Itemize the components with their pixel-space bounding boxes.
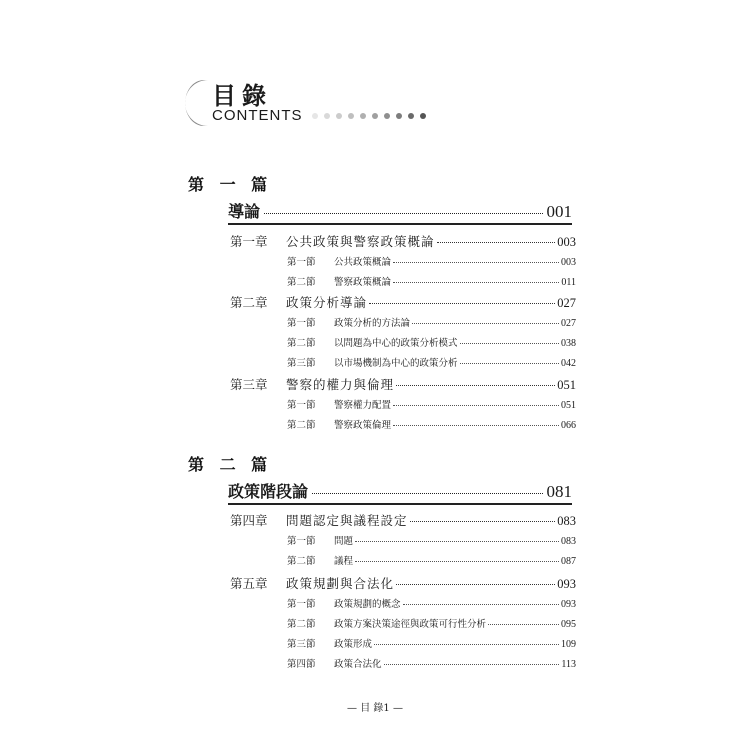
- chapter-entry-page: 003: [557, 235, 576, 249]
- section-entry-title: 警察權力配置: [334, 400, 392, 411]
- section-entry-page: 109: [561, 639, 576, 650]
- dot-leader: [312, 493, 542, 494]
- section-entry-number: 第二節: [287, 619, 316, 630]
- chapter-entry-page: 027: [557, 296, 576, 310]
- section-entry-number: 第二節: [287, 277, 316, 288]
- page-subtitle: CONTENTS: [212, 107, 303, 124]
- page-footer: — 目 錄1 —: [347, 703, 403, 714]
- part-heading: 第 一 篇: [188, 175, 273, 194]
- unit-entry-title: 政策階段論: [228, 482, 309, 501]
- dot-leader: [410, 521, 556, 522]
- dot-icon: [384, 113, 390, 119]
- chapter-entry-title: 政策分析導論: [286, 295, 368, 310]
- part-heading: 第 二 篇: [188, 455, 273, 474]
- unit-entry-page: 081: [546, 482, 572, 501]
- section-entry[interactable]: [287, 656, 576, 670]
- dot-leader: [384, 664, 560, 665]
- chapter-entry[interactable]: [230, 375, 576, 393]
- section-entry-number: 第二節: [287, 338, 316, 349]
- chapter-entry[interactable]: [230, 232, 576, 250]
- section-entry-title: 政策分析的方法論: [334, 318, 411, 329]
- dot-leader: [396, 385, 555, 386]
- section-entry-title: 警察政策概論: [334, 277, 392, 288]
- section-entry-page: 011: [561, 277, 576, 288]
- contents-header: [184, 80, 464, 126]
- chapter-entry-number: 第四章: [230, 513, 268, 528]
- section-entry[interactable]: [287, 533, 576, 547]
- dot-leader: [412, 323, 559, 324]
- section-entry[interactable]: [287, 274, 576, 288]
- dot-leader: [460, 363, 559, 364]
- dot-leader: [460, 343, 559, 344]
- section-entry[interactable]: [287, 417, 576, 431]
- dot-icon: [396, 113, 402, 119]
- chapter-entry[interactable]: [230, 293, 576, 311]
- chapter-entry[interactable]: [230, 574, 576, 592]
- section-entry-title: 以市場機制為中心的政策分析: [334, 358, 458, 369]
- chapter-entry-title: 警察的權力與倫理: [286, 377, 395, 392]
- dot-icon: [336, 113, 342, 119]
- section-entry[interactable]: [287, 355, 576, 369]
- dot-leader: [374, 644, 559, 645]
- section-entry-number: 第三節: [287, 639, 316, 650]
- section-entry-number: 第一節: [287, 400, 316, 411]
- section-entry-page: 093: [561, 599, 576, 610]
- dot-leader: [355, 541, 559, 542]
- section-entry-number: 第一節: [287, 536, 316, 547]
- chapter-entry-title: 公共政策與警察政策概論: [286, 234, 435, 249]
- section-entry-title: 政策形成: [334, 639, 373, 650]
- section-entry-title: 議程: [334, 556, 354, 567]
- chapter-entry-number: 第三章: [230, 377, 268, 392]
- chapter-entry-page: 093: [557, 577, 576, 591]
- section-entry-page: 051: [561, 400, 576, 411]
- section-entry-number: 第一節: [287, 318, 316, 329]
- section-entry-title: 公共政策概論: [334, 257, 392, 268]
- unit-entry[interactable]: [228, 479, 572, 505]
- dot-icon: [348, 113, 354, 119]
- dot-leader: [393, 425, 559, 426]
- dot-leader: [393, 405, 559, 406]
- dot-icon: [360, 113, 366, 119]
- dot-leader: [369, 303, 555, 304]
- dot-icon: [372, 113, 378, 119]
- section-entry[interactable]: [287, 397, 576, 411]
- section-entry[interactable]: [287, 553, 576, 567]
- section-entry-page: 113: [561, 659, 576, 670]
- section-entry[interactable]: [287, 254, 576, 268]
- dot-icon: [324, 113, 330, 119]
- section-entry[interactable]: [287, 636, 576, 650]
- section-entry-number: 第四節: [287, 659, 316, 670]
- section-entry-title: 政策方案決策途徑與政策可行性分析: [334, 619, 487, 630]
- unit-entry-title: 導論: [228, 202, 261, 221]
- dot-leader: [393, 282, 559, 283]
- dot-leader: [355, 561, 559, 562]
- section-entry-title: 警察政策倫理: [334, 420, 392, 431]
- dot-decoration: [312, 113, 426, 119]
- section-entry-title: 政策合法化: [334, 659, 382, 670]
- section-entry-title: 以問題為中心的政策分析模式: [334, 338, 458, 349]
- chapter-entry-title: 問題認定與議程設定: [286, 513, 408, 528]
- chapter-entry-title: 政策規劃與合法化: [286, 576, 395, 591]
- section-entry-number: 第三節: [287, 358, 316, 369]
- section-entry-page: 083: [561, 536, 576, 547]
- section-entry-page: 003: [561, 257, 576, 268]
- unit-entry-page: 001: [546, 202, 572, 221]
- section-entry-page: 038: [561, 338, 576, 349]
- unit-entry[interactable]: [228, 199, 572, 225]
- chapter-entry-number: 第五章: [230, 576, 268, 591]
- section-entry-page: 042: [561, 358, 576, 369]
- dot-leader: [488, 624, 559, 625]
- dot-icon: [408, 113, 414, 119]
- page-title: 目錄: [212, 82, 272, 110]
- dot-icon: [312, 113, 318, 119]
- dot-leader: [437, 242, 556, 243]
- section-entry-number: 第二節: [287, 420, 316, 431]
- dot-leader: [403, 604, 559, 605]
- chapter-entry-number: 第二章: [230, 295, 268, 310]
- chapter-entry-number: 第一章: [230, 234, 268, 249]
- section-entry-page: 095: [561, 619, 576, 630]
- section-entry[interactable]: [287, 616, 576, 630]
- section-entry-page: 066: [561, 420, 576, 431]
- section-entry[interactable]: [287, 315, 576, 329]
- dot-leader: [264, 213, 542, 214]
- section-entry-title: 政策規劃的概念: [334, 599, 401, 610]
- chapter-entry-page: 083: [557, 514, 576, 528]
- dot-leader: [393, 262, 559, 263]
- section-entry-title: 問題: [334, 536, 354, 547]
- section-entry-number: 第二節: [287, 556, 316, 567]
- section-entry-page: 027: [561, 318, 576, 329]
- arc-decoration-icon: [184, 80, 208, 126]
- dot-icon: [420, 113, 426, 119]
- chapter-entry[interactable]: [230, 511, 576, 529]
- dot-leader: [396, 584, 555, 585]
- section-entry-page: 087: [561, 556, 576, 567]
- section-entry-number: 第一節: [287, 257, 316, 268]
- section-entry[interactable]: [287, 335, 576, 349]
- section-entry[interactable]: [287, 596, 576, 610]
- section-entry-number: 第一節: [287, 599, 316, 610]
- chapter-entry-page: 051: [557, 378, 576, 392]
